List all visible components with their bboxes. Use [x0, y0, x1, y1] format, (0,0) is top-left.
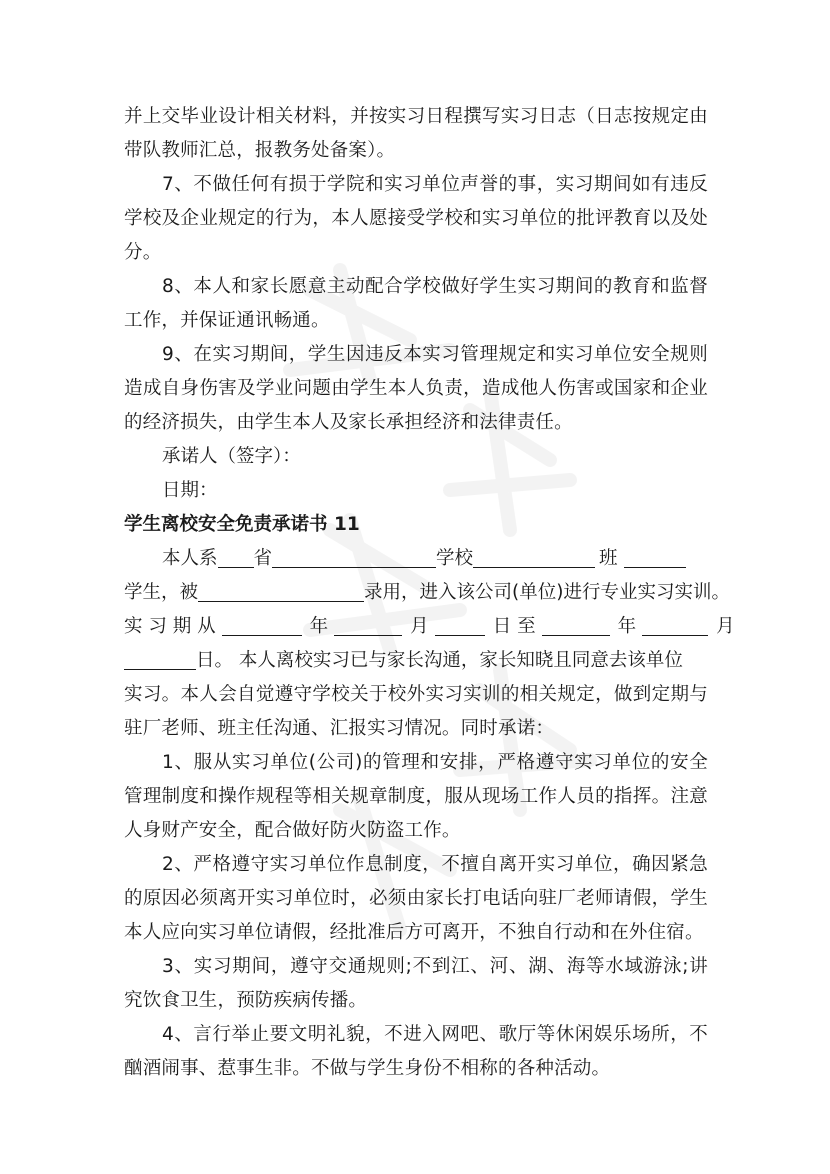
clause-9: 9、在实习期间，学生因违反本实习管理规定和实习单位安全规则造成自身伤害及学业问题由学生本人负责，造成他人伤害或国家和企业的经济损失，由学生本人及家长承担经济和法律责任。: [124, 344, 708, 433]
paragraph-continued: 并上交毕业设计相关材料，并按实习日程撰写实习日志（日志按规定由带队教师汇总，报教务处备案）。: [124, 106, 708, 161]
form-paragraph-tail: 实习。本人会自觉遵守学校关于校外实习实训的相关规定，做到定期与驻厂老师、班主任沟通、汇报实习情况。同时承诺：: [124, 684, 708, 739]
clause-7: 7、不做任何有损于学院和实习单位声誉的事，实习期间如有违反学校及企业规定的行为，本人愿接受学校和实习单位的批评教育以及处分。: [124, 174, 708, 263]
pledge-2: 2、严格遵守实习单位作息制度，不擅自离开实习单位，确因紧急的原因必须离开实习单位时，必须由家长打电话向驻厂老师请假，学生本人应向实习单位请假，经批准后方可离开，不独自行动和在外住宿。: [124, 854, 708, 943]
blank-start-year[interactable]: [222, 613, 302, 636]
form-text-ban: 班: [599, 548, 618, 569]
blank-class-tail[interactable]: [624, 545, 686, 568]
form-line-4: [124, 644, 708, 678]
blank-end-month[interactable]: [642, 613, 708, 636]
pledge-4: 4、言行举止要文明礼貌，不进入网吧、歌厅等休闲娱乐场所，不酗酒闹事、惹事生非。不做与学生身份不相称的各种活动。: [124, 1024, 708, 1079]
clause-8: 8、本人和家长愿意主动配合学校做好学生实习期间的教育和监督工作，并保证通讯畅通。: [124, 276, 708, 331]
form-text-yue1: 月: [410, 616, 429, 637]
form-line-3: [124, 610, 735, 644]
blank-school[interactable]: [272, 545, 436, 568]
blank-end-year[interactable]: [542, 613, 610, 636]
document-body: [124, 100, 735, 1086]
blank-start-day[interactable]: [435, 613, 485, 636]
form-text-yue2: 月: [716, 616, 735, 637]
form-text-benrenxi: 本人系: [162, 548, 218, 569]
form-text-nian1: 年: [309, 616, 329, 637]
form-text-shixiqi: 实 习 期 从: [124, 616, 216, 637]
form-text-luyong: 录用，进入该公司(单位)进行专业实习实训。: [364, 582, 730, 603]
form-text-rizhi: 日 至: [492, 616, 536, 637]
date-line: 日期：: [162, 480, 218, 501]
section-heading: 学生离校安全免责承诺书 11: [124, 514, 360, 535]
signer-line: 承诺人（签字）：: [162, 446, 301, 467]
form-text-xuexiao: 学校: [436, 548, 474, 569]
form-line-2: [124, 576, 730, 610]
form-text-sheng: 省: [253, 548, 273, 569]
form-text-nian2: 年: [617, 616, 637, 637]
blank-start-month[interactable]: [334, 613, 402, 636]
blank-end-day[interactable]: [124, 647, 196, 670]
form-line-1: [124, 542, 708, 576]
blank-class[interactable]: [473, 545, 595, 568]
blank-province[interactable]: [218, 545, 254, 568]
form-text-xuesheng: 学生，被: [124, 582, 199, 603]
pledge-1: 1、服从实习单位(公司)的管理和安排，严格遵守实习单位的安全管理制度和操作规程等相关规章制度，服从现场工作人员的指挥。注意人身财产安全，配合做好防火防盗工作。: [124, 752, 708, 841]
pledge-3: 3、实习期间，遵守交通规则;不到江、河、湖、海等水域游泳;讲究饮食卫生，预防疾病传播。: [124, 956, 708, 1011]
blank-employer[interactable]: [198, 579, 364, 602]
form-text-ri: 日。 本人离校实习已与家长沟通，家长知晓且同意去该单位: [196, 650, 683, 671]
